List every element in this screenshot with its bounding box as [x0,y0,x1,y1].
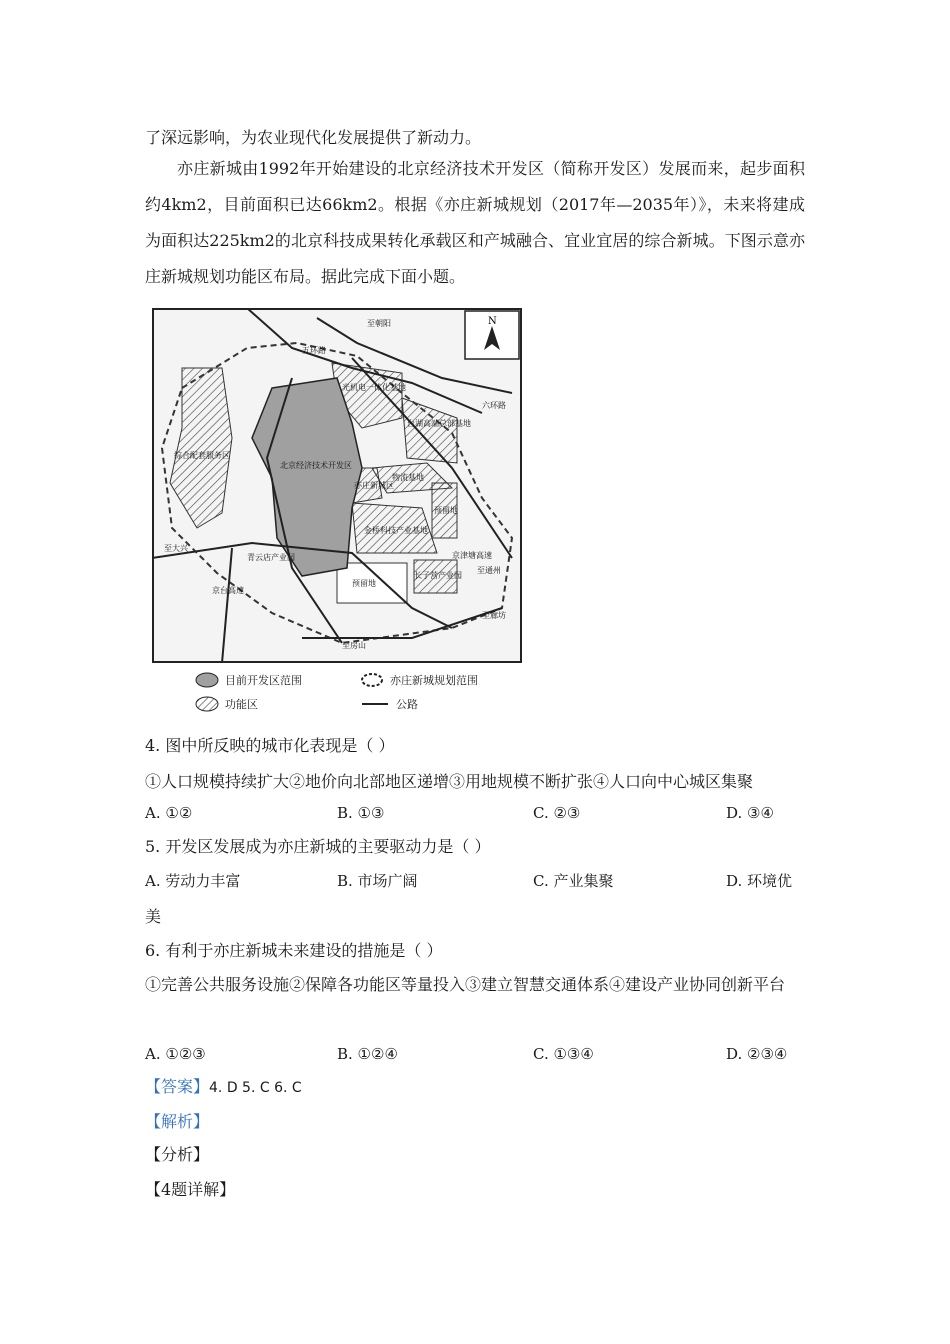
road-sixth-ring: 六环路 [482,401,506,410]
question-6-statements-wrap [145,966,805,1004]
question-5-stem: 5. 开发区发展成为亦庄新城的主要驱动力是（ ） [145,837,491,856]
intro-text: 亦庄新城由1992年开始建设的北京经济技术开发区（简称开发区）发展而来，起步面积约4km2，目前面积已达66km2。根据《亦庄新城规划（2017年—2035年）》，未来将建成为面积达225km2的北京科技成果转化承载区和产城融合、宜业宜居的综合新城。下图示意亦庄新城规划功能区布局。据此完成下面小题。 [145,159,805,286]
legend-road: 公路 [396,698,418,711]
road-daxing: 至大兴 [164,544,188,553]
legend-current: 目前开发区范围 [195,672,302,688]
q6-option-c[interactable]: C. ①③④ [533,1045,594,1063]
question-4-stem: 4. 图中所反映的城市化表现是（ ） [145,736,395,755]
label-yiqing: 亦庄新城区 [354,481,394,490]
legend-planned: 亦庄新城规划范围 [360,672,478,688]
map-legend [190,668,530,716]
road-chaoyang: 至朝阳 [367,319,391,328]
yizhuang-planning-map [152,308,522,663]
label-yuliu: 预留地 [434,506,458,515]
q6-option-b[interactable]: B. ①②④ [337,1045,398,1063]
label-guangji: 光机电一体化基地 [342,383,406,392]
q4-option-d[interactable]: D. ③④ [726,804,774,822]
answer-line [145,1077,302,1098]
answer-label: 【答案】 [145,1077,210,1096]
q4-option-a[interactable]: A. ①② [145,804,193,822]
road-tongzhou: 至通州 [477,566,501,575]
q5-option-b[interactable]: B. 市场广阔 [337,872,418,890]
label-kaifaqu: 北京经济技术开发区 [280,461,352,470]
q4-option-c[interactable]: C. ②③ [533,804,581,822]
analysis-label: 【解析】 [145,1112,210,1131]
answer-text: 4. D 5. C 6. C [209,1080,302,1096]
label-changzi: 长子营产业园 [414,571,462,580]
label-zonghe: 综合配套服务区 [174,451,230,460]
label-qingyun: 青云店产业园 [247,553,295,562]
road-fangshan: 至房山 [342,641,366,650]
road-jingtai: 京台高速 [212,586,244,595]
intro-paragraph [145,151,805,295]
label-yuliu2: 预留地 [352,579,376,588]
question-4-statements: ①人口规模持续扩大②地价向北部地区递增③用地规模不断扩张④人口向中心城区集聚 [145,772,754,791]
q5-option-a[interactable]: A. 劳动力丰富 [145,872,241,890]
road-langfang: 至廊坊 [482,611,506,620]
question-6-statements: ①完善公共服务设施②保障各功能区等量投入③建立智慧交通体系④建设产业协同创新平台 [145,975,786,994]
label-wuliu: 物流基地 [392,473,424,482]
q6-option-a[interactable]: A. ①②③ [145,1045,206,1063]
fenxi-label: 【分析】 [145,1145,210,1164]
question-5-wrap: 美 [145,907,162,926]
q6-option-d[interactable]: D. ②③④ [726,1045,788,1063]
q5-option-d[interactable]: D. 环境优 [726,872,793,890]
detail-label: 【4题详解】 [145,1180,236,1199]
road-jingjin: 京津塘高速 [452,551,492,560]
intro-line: 了深远影响，为农业现代化发展提供了新动力。 [145,128,482,147]
q5-option-c[interactable]: C. 产业集聚 [533,872,614,890]
label-jinqiao: 金桥科技产业基地 [364,526,428,535]
label-taihu: 台湖高端总部基地 [407,419,471,428]
north-label: N [488,316,497,327]
q4-option-b[interactable]: B. ①③ [337,804,385,822]
question-6-stem: 6. 有利于亦庄新城未来建设的措施是（ ） [145,941,443,960]
legend-functional: 功能区 [195,696,258,712]
road-fifth-ring: 五环路 [302,346,326,355]
